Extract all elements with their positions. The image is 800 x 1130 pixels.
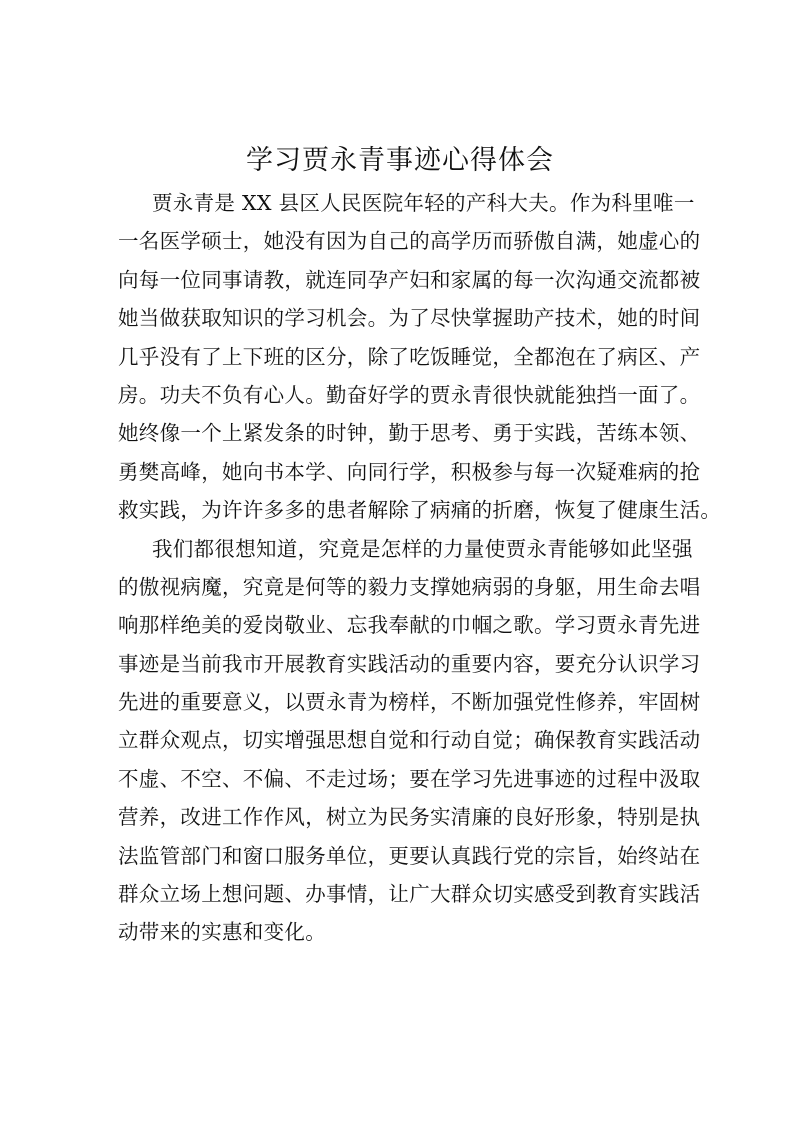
text-line: 一名医学硕士，她没有因为自己的高学历而骄傲自满，她虚心的 [118, 229, 701, 254]
text-line: 先进的重要意义，以贾永青为榜样，不断加强党性修养，牢固树 [118, 690, 701, 715]
text-line: 动带来的实惠和变化。 [118, 920, 326, 945]
text-line: 房。功夫不负有心人。勤奋好学的贾永青很快就能独挡一面了。 [118, 382, 701, 407]
text-line: 我们都很想知道，究竟是怎样的力量使贾永青能够如此坚强 [152, 536, 693, 561]
text-line: 事迹是当前我市开展教育实践活动的重要内容，要充分认识学习 [118, 651, 701, 676]
text-line: 贾永青是 XX 县区人民医院年轻的产科大夫。作为科里唯一 [152, 191, 695, 215]
text-line: 她终像一个上紧发条的时钟，勤于思考、勇于实践，苦练本领、 [118, 421, 701, 446]
text-line: 群众立场上想问题、办事情，让广大群众切实感受到教育实践活 [118, 882, 701, 907]
text-line: 立群众观点，切实增强思想自觉和行动自觉；确保教育实践活动 [118, 728, 701, 753]
text-line: 法监管部门和窗口服务单位，更要认真践行党的宗旨，始终站在 [118, 843, 701, 868]
text-line: 营养，改进工作作风，树立为民务实清廉的良好形象，特别是执 [118, 805, 701, 830]
paragraph-1 [118, 184, 722, 530]
text-line: 救实践，为许许多多的患者解除了病痛的折磨，恢复了健康生活。 [118, 498, 722, 523]
text-line: 她当做获取知识的学习机会。为了尽快掌握助产技术，她的时间 [118, 306, 701, 331]
text-line: 的傲视病魔，究竟是何等的毅力支撑她病弱的身躯，用生命去唱 [118, 574, 701, 599]
text-line: 勇樊高峰，她向书本学、向同行学，积极参与每一次疑难病的抢 [118, 459, 701, 484]
document-body [118, 184, 722, 952]
document-title: 学习贾永青事迹心得体会 [246, 145, 554, 176]
text-line: 不虚、不空、不偏、不走过场；要在学习先进事迹的过程中汲取 [118, 766, 701, 791]
text-line: 几乎没有了上下班的区分，除了吃饭睡觉，全都泡在了病区、产 [118, 344, 701, 369]
text-line: 向每一位同事请教，就连同孕产妇和家属的每一次沟通交流都被 [118, 267, 701, 292]
paragraph-2 [118, 530, 718, 952]
text-line: 响那样绝美的爱岗敬业、忘我奉献的巾帼之歌。学习贾永青先进 [118, 613, 701, 638]
